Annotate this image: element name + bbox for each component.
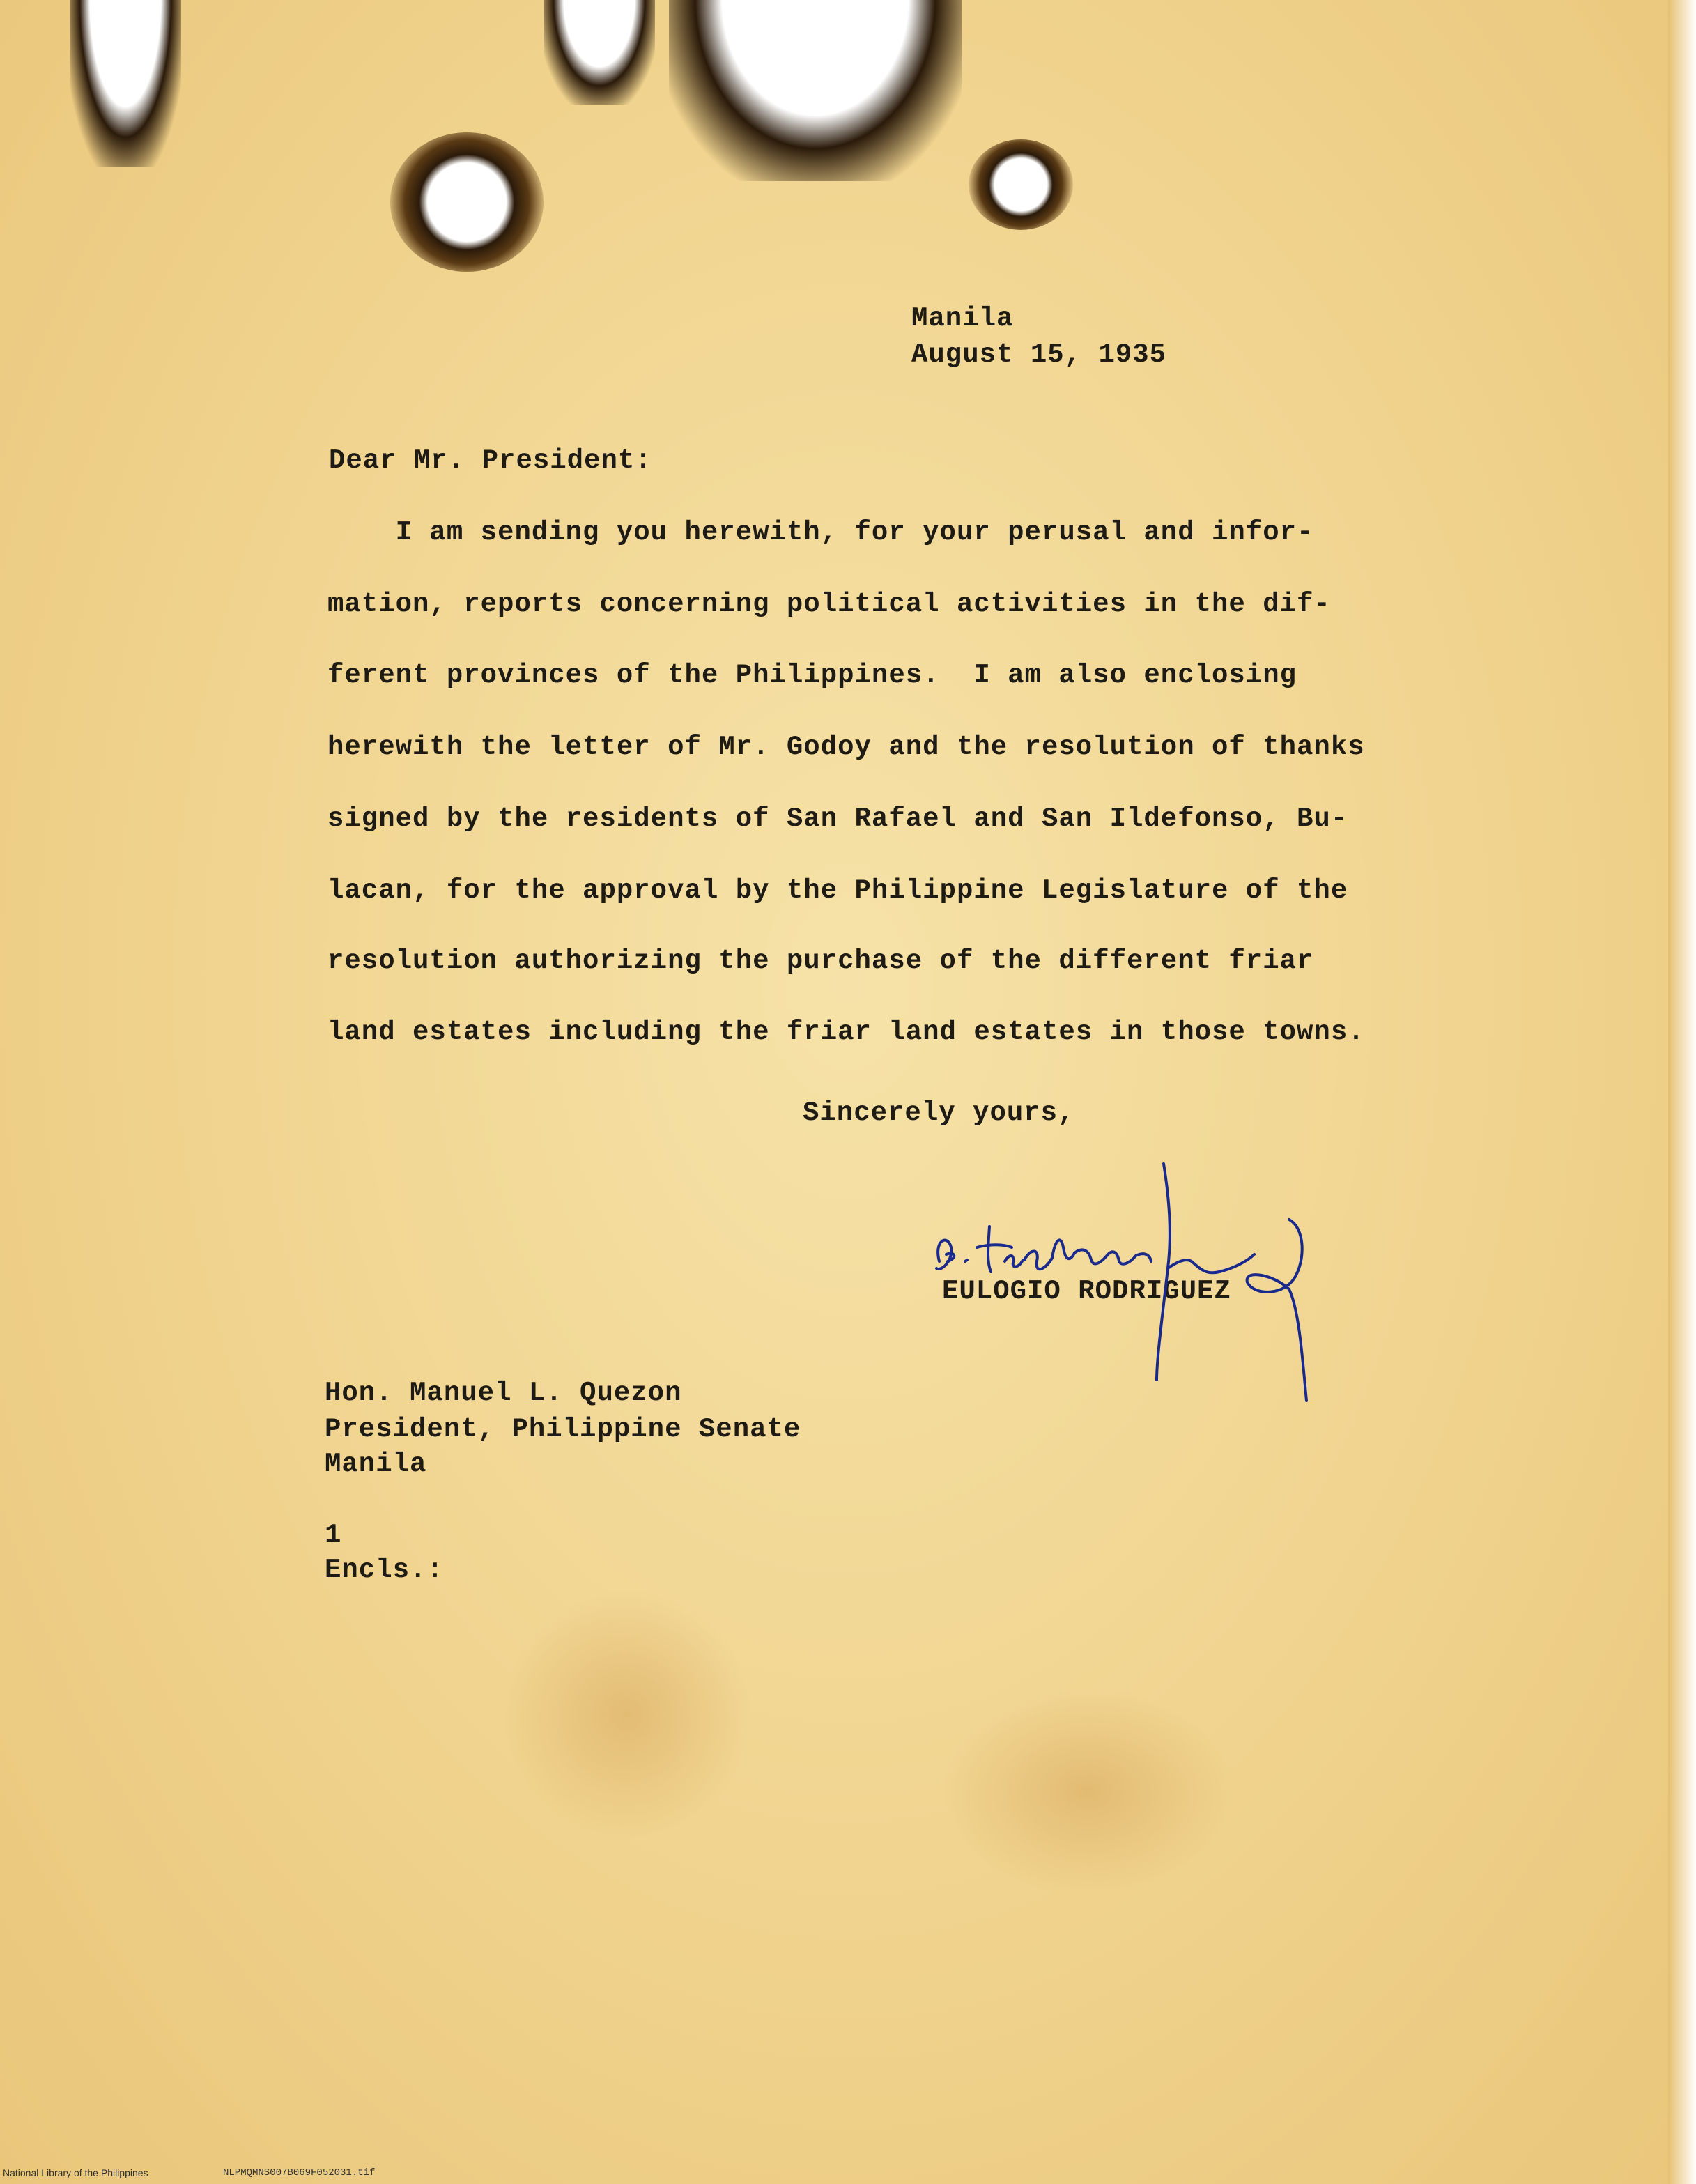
burn-hole bbox=[390, 132, 544, 272]
water-stain bbox=[941, 1686, 1233, 1895]
body-line: mation, reports concerning political activities in the dif- bbox=[327, 589, 1331, 620]
salutation: Dear Mr. President: bbox=[329, 445, 652, 476]
burn-damage bbox=[669, 0, 962, 181]
body-line: signed by the residents of San Rafael and San Ildefonso, Bu- bbox=[327, 803, 1348, 834]
body-line: herewith the letter of Mr. Godoy and the resolution of thanks bbox=[327, 732, 1365, 762]
archive-footer-institution: National Library of the Philippines bbox=[3, 2167, 148, 2178]
body-line: land estates including the friar land estates in those towns. bbox=[327, 1017, 1365, 1047]
body-line: resolution authorizing the purchase of the different friar bbox=[327, 946, 1314, 976]
archive-footer-code: NLPMQMNS007B069F052031.tif bbox=[223, 2167, 376, 2178]
letter-place: Manila bbox=[911, 303, 1014, 334]
burn-hole bbox=[969, 139, 1073, 230]
water-stain bbox=[502, 1589, 753, 1840]
burn-damage bbox=[70, 0, 181, 167]
body-line: lacan, for the approval by the Philippine Legislature of the bbox=[327, 875, 1348, 906]
body-line: I am sending you herewith, for your perusal and infor- bbox=[327, 517, 1314, 548]
handwritten-signature bbox=[927, 1157, 1317, 1422]
recipient-title: President, Philippine Senate bbox=[325, 1414, 801, 1445]
signer-name: EULOGIO RODRIGUEZ bbox=[942, 1276, 1231, 1307]
body-line: ferent provinces of the Philippines. I am also enclosing bbox=[327, 660, 1297, 691]
enclosure-count: 1 bbox=[325, 1520, 342, 1551]
enclosure-label: Encls.: bbox=[325, 1555, 444, 1585]
closing: Sincerely yours, bbox=[803, 1098, 1075, 1128]
recipient-city: Manila bbox=[325, 1449, 427, 1479]
burn-damage bbox=[544, 0, 655, 105]
recipient-name: Hon. Manuel L. Quezon bbox=[325, 1378, 682, 1408]
letter-date: August 15, 1935 bbox=[911, 339, 1167, 370]
paper-edge bbox=[1668, 0, 1696, 2184]
